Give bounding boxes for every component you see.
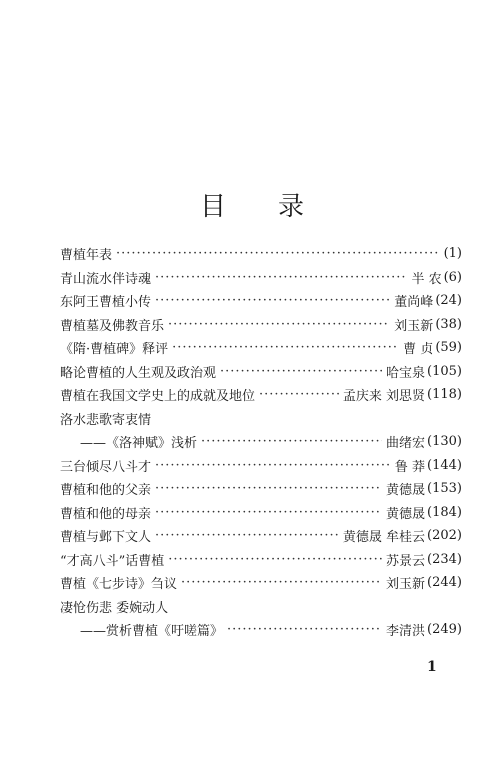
- entry-page: (184): [427, 504, 462, 520]
- entry-title: 曹植在我国文学史上的成就及地位: [60, 389, 256, 405]
- entry-page: (59): [435, 340, 462, 356]
- entry-title: 洛水悲歌寄衷情: [60, 412, 152, 428]
- entry-title: 曹植墓及佛教音乐: [60, 318, 165, 334]
- toc-entry: [60, 242, 462, 266]
- entry-author: 董尚峰: [394, 295, 434, 311]
- dot-leader: [155, 458, 391, 473]
- dot-leader: [155, 528, 339, 543]
- entry-title: 凄怆伤悲 委婉动人: [60, 600, 169, 616]
- entry-author: 苏景云: [386, 553, 426, 569]
- entry-title: 曹植和他的母亲: [60, 506, 152, 522]
- entry-page: (144): [427, 457, 462, 473]
- dot-leader: [220, 364, 382, 379]
- entry-author: 曲绪宏: [386, 436, 426, 452]
- toc-entry: [60, 524, 462, 548]
- dot-leader: [181, 575, 382, 590]
- entry-author: 哈宝泉: [386, 365, 426, 381]
- entry-title: 青山流水伴诗魂: [60, 271, 152, 287]
- toc-entry: [60, 595, 462, 619]
- dot-leader: [116, 246, 438, 261]
- toc-entry: [60, 501, 462, 525]
- dot-leader: [201, 434, 382, 449]
- dot-leader: [168, 552, 382, 567]
- entry-subtitle: ——《洛神赋》浅析: [80, 436, 198, 452]
- dot-leader: [227, 622, 382, 637]
- entry-author: 半 农: [411, 271, 442, 287]
- toc-entry: [60, 430, 462, 454]
- table-of-contents: [60, 242, 462, 642]
- toc-entry: [60, 383, 462, 407]
- toc-entry: [60, 454, 462, 478]
- entry-author: 黄德晟: [386, 506, 426, 522]
- toc-entry: [60, 618, 462, 642]
- entry-author: 黄德晟: [386, 483, 426, 499]
- entry-author: 孟庆来 刘思贤: [342, 389, 426, 405]
- toc-entry: [60, 266, 462, 290]
- entry-page: (234): [427, 551, 462, 567]
- page-title: 目录: [199, 192, 356, 222]
- entry-author: 刘玉新: [386, 577, 426, 593]
- entry-title: 《隋·曹植碑》释评: [60, 342, 169, 358]
- toc-entry: [60, 313, 462, 337]
- toc-entry: [60, 571, 462, 595]
- entry-title: “才高八斗”话曹植: [60, 553, 165, 569]
- dot-leader: [155, 481, 382, 496]
- entry-page: (153): [427, 481, 462, 497]
- entry-title: 曹植年表: [60, 248, 113, 264]
- entry-page: (202): [427, 528, 462, 544]
- entry-title: 曹植《七步诗》刍议: [60, 577, 178, 593]
- dot-leader: [155, 270, 407, 285]
- entry-page: (6): [443, 269, 462, 285]
- entry-subtitle: ——赏析曹植《吁嗟篇》: [80, 624, 224, 640]
- entry-author: 黄德晟 牟桂云: [342, 530, 426, 546]
- entry-page: (130): [427, 434, 462, 450]
- entry-author: 鲁 莽: [394, 459, 426, 475]
- entry-author: 李清洪: [386, 624, 426, 640]
- dot-leader: [259, 387, 339, 402]
- entry-title: 东阿王曹植小传: [60, 295, 152, 311]
- toc-entry: [60, 407, 462, 431]
- entry-title: 略论曹植的人生观及政治观: [60, 365, 217, 381]
- entry-page: (24): [435, 293, 462, 309]
- entry-title: 曹植和他的父亲: [60, 483, 152, 499]
- toc-entry: [60, 336, 462, 360]
- page-number: 1: [427, 659, 437, 675]
- entry-page: (118): [427, 387, 462, 403]
- toc-entry: [60, 360, 462, 384]
- entry-page: (249): [427, 622, 462, 638]
- entry-author: 刘玉新: [394, 318, 434, 334]
- dot-leader: [155, 505, 382, 520]
- entry-title: 三台倾尽八斗才: [60, 459, 152, 475]
- dot-leader: [155, 293, 390, 308]
- entry-page: (1): [443, 246, 462, 262]
- entry-author: 曹 贞: [403, 342, 434, 358]
- entry-page: (244): [427, 575, 462, 591]
- entry-page: (38): [435, 316, 462, 332]
- entry-title: 曹植与邺下文人: [60, 530, 152, 546]
- entry-page: (105): [427, 363, 462, 379]
- toc-entry: [60, 289, 462, 313]
- dot-leader: [172, 340, 399, 355]
- toc-entry: [60, 548, 462, 572]
- toc-entry: [60, 477, 462, 501]
- dot-leader: [168, 317, 390, 332]
